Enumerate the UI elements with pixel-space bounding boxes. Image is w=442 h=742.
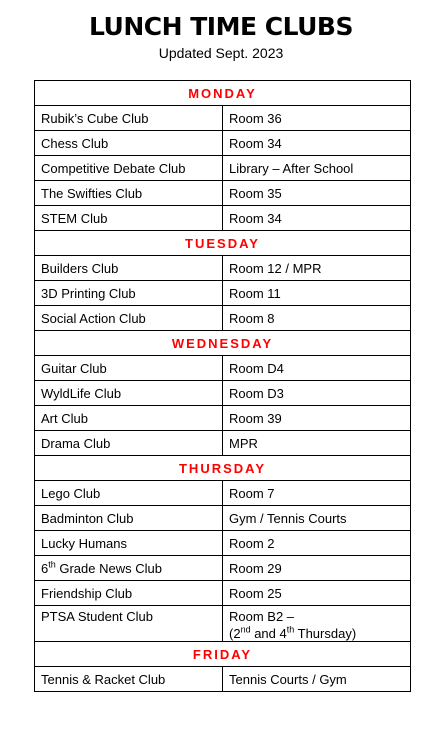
room-note-mid: and 4 xyxy=(250,626,287,641)
club-name: Friendship Club xyxy=(35,581,223,606)
club-room: Gym / Tennis Courts xyxy=(223,506,411,531)
table-row xyxy=(35,281,411,306)
table-row xyxy=(35,131,411,156)
club-name: Lego Club xyxy=(35,481,223,506)
club-name-suffix: th xyxy=(48,559,56,570)
club-room: Room 12 / MPR xyxy=(223,256,411,281)
club-room: Room 34 xyxy=(223,206,411,231)
club-name: Lucky Humans xyxy=(35,531,223,556)
club-room xyxy=(223,606,411,642)
table-row xyxy=(35,481,411,506)
club-name: STEM Club xyxy=(35,206,223,231)
page-title: LUNCH TIME CLUBS xyxy=(89,12,353,41)
club-name: Social Action Club xyxy=(35,306,223,331)
club-name: Drama Club xyxy=(35,431,223,456)
club-schedule-table xyxy=(34,80,411,692)
club-room: Room 7 xyxy=(223,481,411,506)
club-name: PTSA Student Club xyxy=(35,606,223,642)
day-header-row xyxy=(35,231,411,256)
day-heading: MONDAY xyxy=(35,81,411,106)
club-room: Room 25 xyxy=(223,581,411,606)
table-row xyxy=(35,506,411,531)
table-row xyxy=(35,181,411,206)
ordinal-suffix: th xyxy=(286,624,295,635)
day-heading: FRIDAY xyxy=(35,642,411,667)
table-row xyxy=(35,306,411,331)
table-row xyxy=(35,381,411,406)
table-row xyxy=(35,256,411,281)
club-room-line1: Room B2 – xyxy=(229,609,295,624)
table-row xyxy=(35,556,411,581)
table-row xyxy=(35,606,411,642)
club-room: Room 34 xyxy=(223,131,411,156)
club-name: 3D Printing Club xyxy=(35,281,223,306)
club-name: WyldLife Club xyxy=(35,381,223,406)
club-name-number: 6 xyxy=(41,560,49,576)
club-room: Room D4 xyxy=(223,356,411,381)
table-row xyxy=(35,156,411,181)
club-name: Chess Club xyxy=(35,131,223,156)
room-note-close: Thursday) xyxy=(294,626,357,641)
club-name: Builders Club xyxy=(35,256,223,281)
table-row xyxy=(35,206,411,231)
table-row xyxy=(35,356,411,381)
club-room: Library – After School xyxy=(223,156,411,181)
club-name xyxy=(35,556,223,581)
club-name: Badminton Club xyxy=(35,506,223,531)
day-header-row xyxy=(35,456,411,481)
club-name: Guitar Club xyxy=(35,356,223,381)
day-heading: WEDNESDAY xyxy=(35,331,411,356)
day-heading: THURSDAY xyxy=(35,456,411,481)
table-row xyxy=(35,406,411,431)
club-room: MPR xyxy=(223,431,411,456)
club-room: Room 35 xyxy=(223,181,411,206)
day-header-row xyxy=(35,331,411,356)
club-name: Tennis & Racket Club xyxy=(35,667,223,692)
table-row xyxy=(35,667,411,692)
club-room-note xyxy=(229,626,404,641)
club-room: Room 39 xyxy=(223,406,411,431)
club-room: Room 2 xyxy=(223,531,411,556)
club-room: Tennis Courts / Gym xyxy=(223,667,411,692)
room-note-open: (2 xyxy=(229,626,241,641)
updated-date: Updated Sept. 2023 xyxy=(158,45,284,61)
table-row xyxy=(35,531,411,556)
ordinal-suffix: nd xyxy=(240,624,251,635)
club-name-rest: Grade News Club xyxy=(55,560,162,576)
club-room: Room 11 xyxy=(223,281,411,306)
table-row xyxy=(35,581,411,606)
club-name: The Swifties Club xyxy=(35,181,223,206)
club-name: Rubik’s Cube Club xyxy=(35,106,223,131)
club-name: Competitive Debate Club xyxy=(35,156,223,181)
table-row xyxy=(35,106,411,131)
day-header-row xyxy=(35,81,411,106)
day-heading: TUESDAY xyxy=(35,231,411,256)
club-room: Room 36 xyxy=(223,106,411,131)
club-name: Art Club xyxy=(35,406,223,431)
club-room: Room 8 xyxy=(223,306,411,331)
day-header-row xyxy=(35,642,411,667)
club-room: Room 29 xyxy=(223,556,411,581)
club-room: Room D3 xyxy=(223,381,411,406)
table-row xyxy=(35,431,411,456)
